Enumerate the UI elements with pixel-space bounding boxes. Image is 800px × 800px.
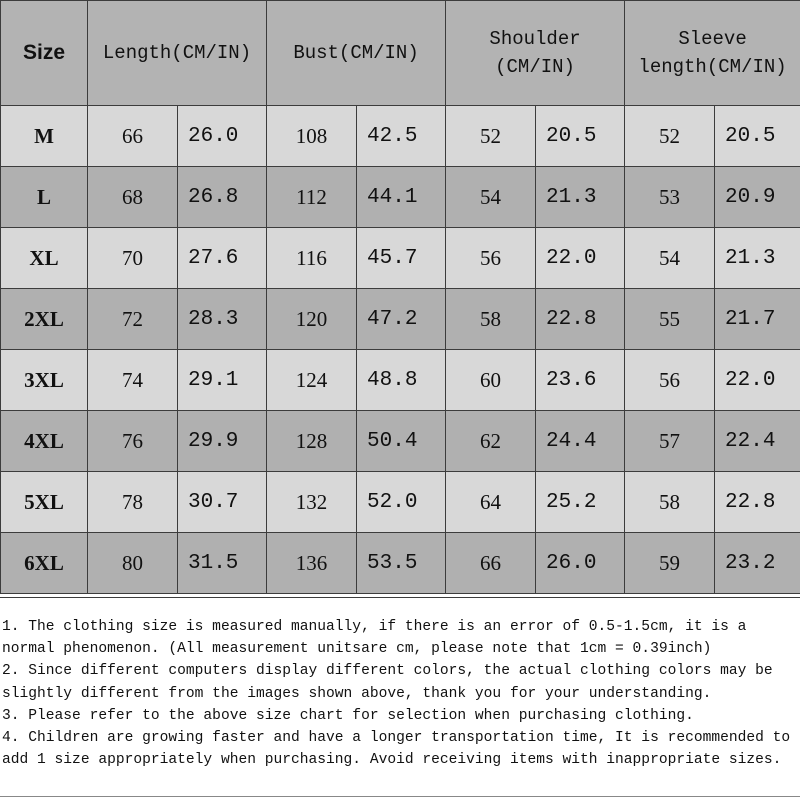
length-cm-cell: 74 [88, 350, 178, 411]
bust-in-cell: 47.2 [357, 289, 446, 350]
length-in-cell: 29.9 [178, 411, 267, 472]
length-cm-cell: 80 [88, 533, 178, 594]
length-cm-cell: 72 [88, 289, 178, 350]
length-in-cell: 30.7 [178, 472, 267, 533]
table-row [1, 533, 800, 594]
bust-cm-cell: 116 [267, 228, 357, 289]
shoulder-in-cell: 21.3 [536, 167, 625, 228]
size-cell: 2XL [1, 289, 88, 350]
shoulder-cm-cell: 64 [446, 472, 536, 533]
shoulder-in-cell: 22.0 [536, 228, 625, 289]
length-cm-cell: 66 [88, 106, 178, 167]
header-shoulder: Shoulder (CM/IN) [446, 1, 625, 106]
sleeve-in-cell: 23.2 [715, 533, 800, 594]
size-cell: XL [1, 228, 88, 289]
note-1: 1. The clothing size is measured manually, if there is an error of 0.5-1.5cm, it is a normal phenomenon. (All measurement unitsare cm, please note that 1cm = 0.39inch) [2, 619, 747, 658]
sleeve-in-cell: 20.9 [715, 167, 800, 228]
shoulder-cm-cell: 62 [446, 411, 536, 472]
sleeve-in-cell: 20.5 [715, 106, 800, 167]
header-size: Size [1, 1, 88, 106]
bust-in-cell: 44.1 [357, 167, 446, 228]
length-cm-cell: 78 [88, 472, 178, 533]
length-cm-cell: 76 [88, 411, 178, 472]
size-cell: 5XL [1, 472, 88, 533]
shoulder-cm-cell: 60 [446, 350, 536, 411]
sleeve-cm-cell: 54 [625, 228, 715, 289]
shoulder-in-cell: 24.4 [536, 411, 625, 472]
table-header-row [1, 1, 800, 106]
sleeve-in-cell: 22.4 [715, 411, 800, 472]
shoulder-in-cell: 25.2 [536, 472, 625, 533]
bottom-divider [0, 796, 800, 797]
bust-in-cell: 42.5 [357, 106, 446, 167]
sleeve-cm-cell: 59 [625, 533, 715, 594]
size-cell: L [1, 167, 88, 228]
sleeve-in-cell: 21.7 [715, 289, 800, 350]
shoulder-cm-cell: 52 [446, 106, 536, 167]
length-in-cell: 28.3 [178, 289, 267, 350]
table-row [1, 472, 800, 533]
length-in-cell: 26.0 [178, 106, 267, 167]
bust-in-cell: 50.4 [357, 411, 446, 472]
bust-in-cell: 45.7 [357, 228, 446, 289]
shoulder-in-cell: 23.6 [536, 350, 625, 411]
size-cell: M [1, 106, 88, 167]
bust-in-cell: 53.5 [357, 533, 446, 594]
header-bust: Bust(CM/IN) [267, 1, 446, 106]
bust-in-cell: 52.0 [357, 472, 446, 533]
shoulder-cm-cell: 66 [446, 533, 536, 594]
length-in-cell: 27.6 [178, 228, 267, 289]
length-cm-cell: 70 [88, 228, 178, 289]
note-3: 3. Please refer to the above size chart for selection when purchasing clothing. [2, 707, 694, 724]
bust-cm-cell: 132 [267, 472, 357, 533]
bust-cm-cell: 136 [267, 533, 357, 594]
sleeve-cm-cell: 58 [625, 472, 715, 533]
header-sleeve-length: Sleeve length(CM/IN) [625, 1, 800, 106]
size-cell: 3XL [1, 350, 88, 411]
bust-cm-cell: 112 [267, 167, 357, 228]
bust-cm-cell: 120 [267, 289, 357, 350]
table-row [1, 289, 800, 350]
sleeve-in-cell: 22.8 [715, 472, 800, 533]
header-length: Length(CM/IN) [88, 1, 267, 106]
table-row [1, 106, 800, 167]
bust-cm-cell: 128 [267, 411, 357, 472]
table-row [1, 411, 800, 472]
sleeve-cm-cell: 53 [625, 167, 715, 228]
size-cell: 4XL [1, 411, 88, 472]
length-in-cell: 26.8 [178, 167, 267, 228]
bust-cm-cell: 124 [267, 350, 357, 411]
length-in-cell: 31.5 [178, 533, 267, 594]
shoulder-in-cell: 26.0 [536, 533, 625, 594]
sleeve-cm-cell: 55 [625, 289, 715, 350]
shoulder-in-cell: 22.8 [536, 289, 625, 350]
note-2: 2. Since different computers display different colors, the actual clothing colors may be slightly different from the images shown above, thank you for your understanding. [2, 663, 773, 702]
notes-section [0, 597, 800, 800]
length-cm-cell: 68 [88, 167, 178, 228]
note-4: 4. Children are growing faster and have a longer transportation time, It is recommended to add 1 size appropriately when purchasing. Avoid receiving items with inappropriate sizes. [2, 730, 791, 769]
length-in-cell: 29.1 [178, 350, 267, 411]
sleeve-cm-cell: 56 [625, 350, 715, 411]
table-row [1, 228, 800, 289]
shoulder-in-cell: 20.5 [536, 106, 625, 167]
bust-cm-cell: 108 [267, 106, 357, 167]
shoulder-cm-cell: 58 [446, 289, 536, 350]
size-cell: 6XL [1, 533, 88, 594]
table-row [1, 350, 800, 411]
sleeve-in-cell: 22.0 [715, 350, 800, 411]
sleeve-in-cell: 21.3 [715, 228, 800, 289]
sleeve-cm-cell: 57 [625, 411, 715, 472]
shoulder-cm-cell: 56 [446, 228, 536, 289]
table-row [1, 167, 800, 228]
shoulder-cm-cell: 54 [446, 167, 536, 228]
sleeve-cm-cell: 52 [625, 106, 715, 167]
bust-in-cell: 48.8 [357, 350, 446, 411]
